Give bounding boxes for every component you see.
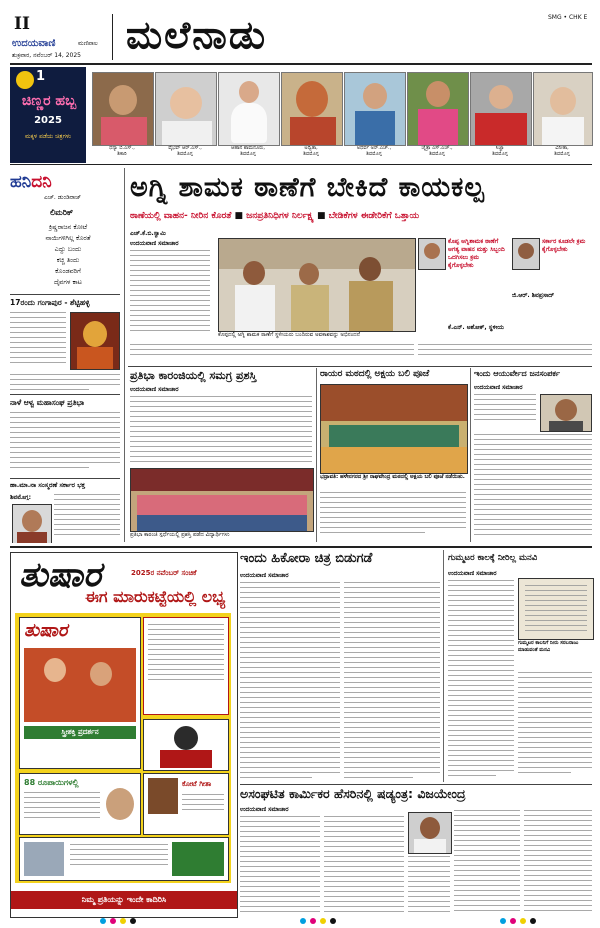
tushara-promo-a-box	[19, 773, 141, 835]
ayurveda-byline: ಉದಯವಾಣಿ ಸಮಾಚಾರ	[474, 384, 523, 391]
asanghatita-byline: ಉದಯವಾಣಿ ಸಮಾಚಾರ	[240, 806, 289, 813]
tushara-promo-b-box	[143, 773, 229, 835]
lead-quote-box	[418, 238, 592, 338]
kid-photo-8	[533, 72, 593, 146]
limerick-line: ಕ್ರಿಷ್ಣರಾಜನ ಕೋಟೆ	[48, 223, 88, 231]
lead-body-under-photo	[130, 344, 414, 366]
kid-name: ಸಿಜ್ಞಾ	[495, 145, 505, 151]
kid-place: ಶಿವಮೊಗ್ಗ	[492, 151, 508, 157]
cover-title: ತುಷಾರ	[24, 620, 68, 641]
limerick-line: ದೈವಗಳ ಕಾಟ	[54, 278, 82, 286]
page-code: SMG • CHK E	[548, 14, 588, 21]
lead-body-col-1	[130, 250, 210, 340]
kid-place: ಶಿವಮೊಗ್ಗ	[429, 151, 445, 157]
date-line: ಶುಕ್ರವಾರ, ನವೆಂಬರ್ 14, 2025	[12, 52, 81, 59]
kid-name: ವಿನೀತಾ,	[555, 145, 569, 151]
childrens-day-logo-sub: ಮಕ್ಕಳ ಪಡೆಯ ಚಿತ್ರಗಳು	[24, 133, 72, 140]
limerick-line: ಕಚ್ಚಿ ತಿಂದು	[56, 256, 80, 264]
square-icon: ■	[234, 211, 244, 221]
hanidani-author: ಎಚ್. ಡುಂಡಿರಾಜ್	[44, 194, 82, 201]
lead-subheads	[130, 211, 592, 221]
kid-name: ಚೈತ್ರಾ ಎಸ್.ಎಚ್.,	[421, 145, 453, 151]
kid-photo-6	[407, 72, 469, 146]
lead-photo-caption: ಕೊಪ್ಪದಲ್ಲಿ ಅಗ್ನಿ ಶಾಮಕ ಠಾಣೆಗೆ ಸ್ಥಳೀಯರು ಬಂದಿರುವ ಅವಕಾಶವನ್ನು ಅಭಿನಂದನೆ	[218, 332, 361, 338]
cover-banner: ಸ್ತ್ರೀಶಕ್ತಿ ಪ್ರದರ್ಶನ	[24, 726, 136, 739]
story-head: ನಾಳೆ ಆಳ್ವ ಮಹಾಸಂಘ ಪ್ರತಿಭಾ	[10, 398, 85, 407]
raitara-photo	[320, 384, 468, 474]
asanghatita-body-5	[524, 810, 592, 920]
tushara-ad-panel	[15, 613, 231, 883]
pratibha-byline: ಉದಯವಾಣಿ ಸಮಾಚಾರ	[130, 386, 179, 393]
pratibha-caption: ಪ್ರತಿಭಾ ಕಾರಂಜಿ ಸ್ಪರ್ಧೆಯಲ್ಲಿ ಪ್ರಶಸ್ತಿ ಪಡೆದ ವಿದ್ಯಾರ್ಥಿಗಳು	[130, 532, 230, 538]
gummati-headline: ಗುಮ್ಮಟರ ಕಾಲಕ್ಕೆ ನೀರಿಲ್ಲ ಮನವಿ	[448, 553, 538, 563]
side-quote-portrait	[512, 238, 540, 270]
side-quote-author: ಜಿ.ಆರ್. ಶಿವಪ್ರಸಾದ್	[512, 292, 555, 299]
kid-name: ಅದ್ವಿತಾ,	[304, 145, 318, 151]
raitara-headline: ರಾಯರ ಮಠದಲ್ಲಿ ಅಕ್ಷಯ ಬಲಿ ಪೂಜೆ	[320, 369, 430, 379]
left-column	[10, 168, 120, 543]
pratibha-body	[130, 396, 312, 466]
gummati-photo	[518, 578, 594, 640]
registration-marks	[60, 918, 560, 926]
pratibha-photo	[130, 468, 314, 532]
kid-place: ಶಿವಮೊಗ್ಗ	[240, 151, 256, 157]
asanghatita-headline: ಅಸಂಘಟಿತ ಕಾರ್ಮಿಕರ ಹೆಸರಿನಲ್ಲಿ ಷಡ್ಯಂತ್ರ: ವಿಜಯೇಂದ್ರ	[240, 786, 466, 801]
lead-subhead-1: ಠಾಣೆಯಲ್ಲಿ ವಾಹನ- ನೀರಿನ ಕೊರತೆ	[130, 211, 232, 221]
gummati-byline: ಉದಯವಾಣಿ ಸಮಾಚಾರ	[448, 570, 497, 577]
tushara-bottom-box	[19, 837, 229, 881]
asanghatita-body-4	[454, 810, 520, 920]
gummati-body-1	[448, 580, 514, 780]
kid-name: ಧನ್ಯಾ ಬಿ.ಎಸ್.,	[109, 145, 135, 151]
childrens-day-logo-text: ಚಿಣ್ಣರ ಹಬ್ಬ	[21, 93, 77, 109]
asanghatita-body-2	[324, 816, 404, 920]
limerick-title: ಲಿಮರಿಕ್	[50, 208, 74, 217]
quote-portrait	[418, 238, 446, 270]
kid-photo-2	[155, 72, 217, 146]
childrens-day-logo: 1 ಚಿಣ್ಣರ ಹಬ್ಬ 2025 ಮಕ್ಕಳ ಪಡೆಯ ಚಿತ್ರಗಳು	[10, 67, 86, 163]
hikora-body-1	[240, 582, 340, 782]
page-number: II	[14, 14, 30, 34]
asanghatita-body-1	[240, 816, 320, 920]
tushara-cover	[19, 617, 141, 769]
kid-name: ವೈಭವ್ ಆರ್.ಎಸ್.,	[168, 145, 202, 151]
story-head: ಹಾ.ಮಾ.ನಾ ಸಂಸ್ಮರಣೆ ಸರ್ಕಾರ ಭಕ್ತ	[10, 481, 86, 489]
story-byline: ಶಿವಮೊಗ್ಗ:	[10, 494, 32, 501]
kid-photo-3	[218, 72, 280, 146]
kid-photo-7	[470, 72, 532, 146]
limerick-body	[28, 222, 108, 288]
tushara-brand: ತುಷಾರ	[19, 555, 101, 595]
lead-subhead-2: ಜನಪ್ರತಿನಿಧಿಗಳ ನಿರ್ಲಕ್ಷ್ಯ	[246, 211, 314, 221]
raitara-caption: ಭದ್ರಾವತಿ: ಹಳೇನಗರದ ಶ್ರೀ ರಾಘವೇಂದ್ರ ಮಠದಲ್ಲಿ ಅಕ್ಷಯ ಬಲಿ ಪೂಜೆ ನಡೆಯಿತು.	[320, 474, 465, 480]
kid-place: ಶಿಕಾರಿ	[117, 151, 127, 157]
kid-place: ಶಿವಮೊಗ್ಗ	[554, 151, 570, 157]
lead-quote: ಕೊಪ್ಪ ಅಗ್ನಿಶಾಮಕ ಠಾಣೆಗೆ ಅಗತ್ಯ ವಾಹನ ಮತ್ತು ಸಿಬ್ಬಂದಿ ಒದಗಿಸಲು ಕ್ರಮ ಕೈಗೊಳ್ಳಬೇಕು	[448, 238, 505, 269]
hikora-byline: ಉದಯವಾಣಿ ಸಮಾಚಾರ	[240, 572, 289, 579]
hanidani-a: ಹನಿ	[10, 172, 32, 192]
limerick-line: ಎದ್ದು ಬಂದು	[54, 245, 82, 253]
square-icon: ■	[316, 211, 326, 221]
hikora-headline: ಇಂದು ಹಿಕೋರಾ ಚಿತ್ರ ಬಿಡುಗಡೆ	[240, 551, 373, 566]
tushara-promo-b: ಕೋಟೆ ಗೀತಾ	[182, 780, 212, 788]
pratibha-headline: ಪ್ರತಿಭಾ ಕಾರಂಜಿಯಲ್ಲಿ ಸಮಗ್ರ ಪ್ರಶಸ್ತಿ	[130, 369, 257, 382]
lead-byline: ಎಚ್.ಕೆ.ಬಿ.ಸ್ವಾಮಿ	[130, 230, 166, 237]
edition-tag: ಮಣಿಪಾಲ	[78, 40, 98, 47]
kid-photo-4	[281, 72, 343, 146]
tushara-ad[interactable]	[10, 552, 238, 918]
section-title: ಮಲೆನಾಡು	[126, 13, 268, 57]
side-quote: ಸರ್ಕಾರ ಕೂಡಲೇ ಕ್ರಮ ಕೈಗೊಳ್ಳಬೇಕು	[542, 238, 586, 253]
story-head: 17ರಂದು ಗಂಗಾಪುರ - ಶೆಟ್ಟಿಹಳ್ಳಿ	[10, 298, 90, 307]
tushara-illustration	[143, 719, 229, 771]
tushara-tagline: ಈಗ ಮಾರುಕಟ್ಟೆಯಲ್ಲಿ ಲಭ್ಯ	[85, 587, 226, 606]
gummati-caption: ಗುಮ್ಮಟರ ಕಾಲನಿಗೆ ನೀರು ಸರಬರಾಜು ಮಾಡುವಂತೆ ಮನವಿ	[518, 640, 579, 653]
lead-quote-author: ಕೆ.ಎನ್. ಅಶೋಕ್, ಸ್ಥಳೀಯ	[448, 324, 504, 331]
hikora-body-2	[344, 582, 440, 782]
kid-name: ಅಧರ್ವ ಅರ್.ಎಚ್.,	[356, 145, 392, 151]
masthead	[0, 0, 600, 64]
kid-place: ಶಿವಮೊಗ್ಗ	[303, 151, 319, 157]
ayurveda-headline: ಇಂದು ಆಯುರ್ವೇದ ಜನಸಂಪರ್ಕ	[474, 369, 560, 378]
tushara-promo-a: 88 ರೂಪಾಯಿಗಳಲ್ಲಿ	[24, 778, 79, 787]
lead-headline: ಅಗ್ನಿ ಶಾಮಕ ಠಾಣೆಗೆ ಬೇಕಿದೆ ಕಾಯಕಲ್ಪ	[130, 172, 485, 203]
childrens-day-logo-year: 2025	[34, 115, 62, 126]
vijayendra-photo	[408, 812, 452, 854]
tushara-issue: 2025ರ ನವೆಂಬರ್ ಸಂಚಿಕೆ	[131, 569, 197, 577]
kid-photo-1	[92, 72, 154, 146]
brand-name: ಉದಯವಾಣಿ	[12, 38, 56, 49]
kid-place: ಶಿವಮೊಗ್ಗ	[366, 151, 382, 157]
portrait-photo	[12, 504, 52, 543]
kid-photo-5	[344, 72, 406, 146]
limerick-line: ನಾಯಿಗಳಿಗಿಲ್ಲ ಕೊರತೆ	[45, 234, 91, 242]
hanidani-logo	[10, 172, 52, 192]
deity-photo	[70, 312, 120, 370]
gummati-body-2	[518, 672, 592, 780]
ayurveda-portrait	[540, 394, 592, 432]
lead-dateline: ಉದಯವಾಣಿ ಸಮಾಚಾರ	[130, 240, 179, 247]
kid-name: ಆಹಾನ ಶಾಮನೂರು,	[231, 145, 265, 151]
ayurveda-body	[474, 394, 592, 542]
lead-body-right	[418, 344, 592, 366]
raitara-body	[320, 492, 466, 542]
limerick-line: ಕೊಂಡವರಿಗೆ	[55, 267, 81, 275]
tushara-ad-textbox	[143, 617, 229, 715]
hanidani-b: ದನಿ	[31, 172, 52, 192]
tushara-bottom-line: ನಿಮ್ಮ ಪ್ರತಿಯನ್ನು ಇಂದೇ ಕಾದಿರಿಸಿ	[11, 891, 237, 909]
lead-subhead-3: ಬೇಡಿಕೆಗಳ ಈಡೇರಿಕೆಗೆ ಒತ್ತಾಯ	[328, 211, 420, 221]
kid-place: ಶಿವಮೊಗ್ಗ	[177, 151, 193, 157]
lead-photo	[218, 238, 416, 332]
asanghatita-body-3	[408, 856, 450, 920]
